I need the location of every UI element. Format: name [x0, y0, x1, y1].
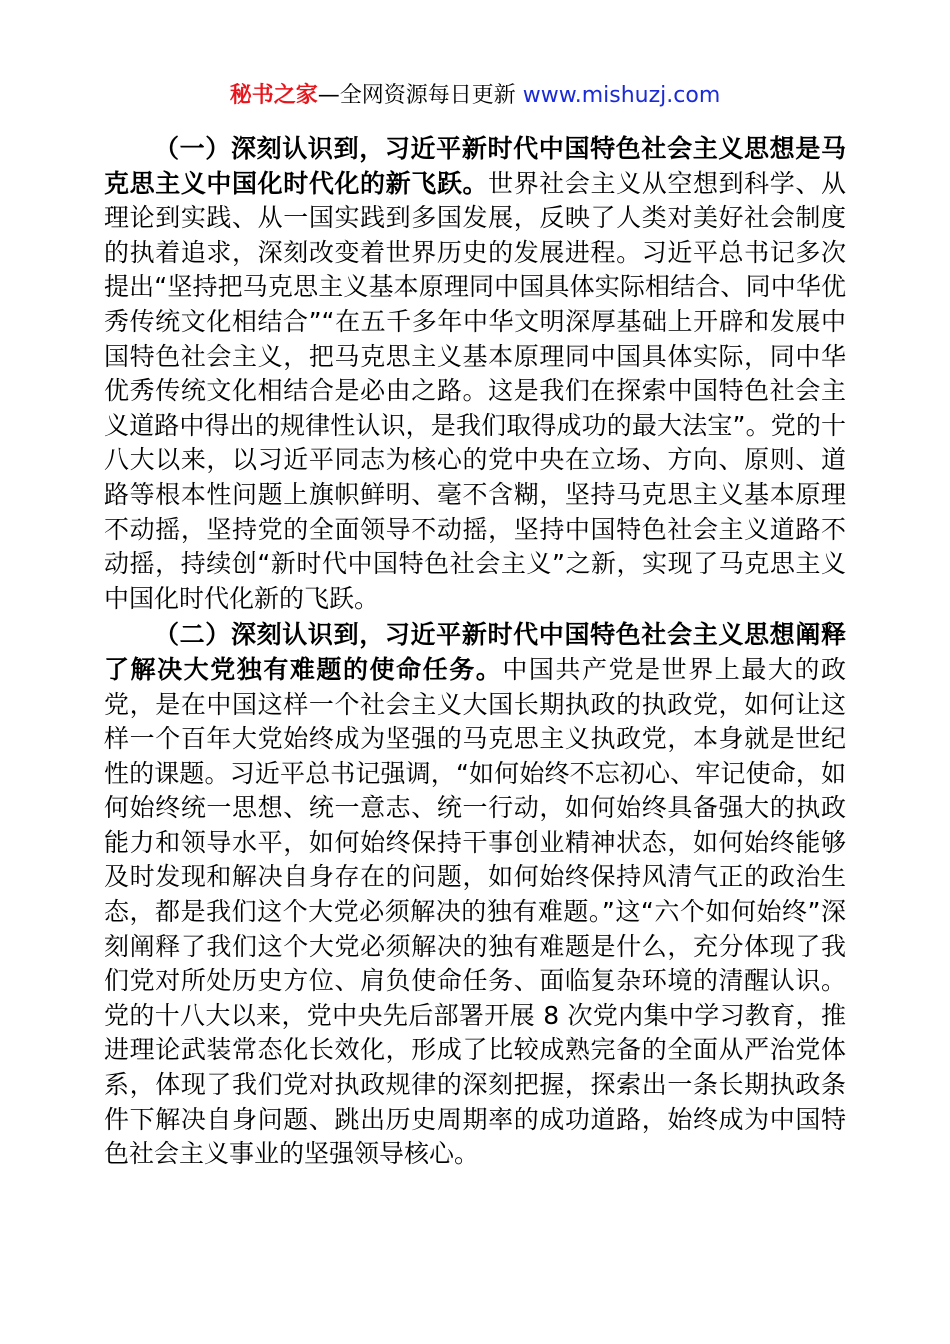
paragraph-1-text: 世界社会主义从空想到科学、从理论到实践、从一国实践到多国发展，反映了人类对美好社会制度的执着追求，深刻改变着世界历史的发展进程。习近平总书记多次提出“坚持把马克思主义基本原理同中国具体实际相结合、同中华优秀传统文化相结合”“在五千多年中华文明深厚基础上开辟和发展中国特色社会主义，把马克思主义基本原理同中国具体实际，同中华优秀传统文化相结合是必由之路。这是我们在探索中国特色社会主义道路中得出的规律性认识，是我们取得成功的最大法宝”。党的十八大以来，以习近平同志为核心的党中央在立场、方向、原则、道路等根本性问题上旗帜鲜明、毫不含糊，坚持马克思主义基本原理不动摇，坚持党的全面领导不动摇，坚持中国特色社会主义道路不动摇，持续创“新时代中国特色社会主义”之新，实现了马克思主义中国化时代化新的飞跃。	[104, 168, 846, 613]
paragraph-1-heading: （一）深刻认识到，习近平新时代中国特色社会主义思想是马克思主义中国化时代化的新飞跃。	[104, 134, 846, 198]
paragraph-1	[104, 132, 846, 616]
paragraph-2	[104, 618, 846, 1172]
header-tagline: —全网资源每日更新	[317, 83, 523, 108]
header-site-link[interactable]: www.mishuzj.com	[522, 83, 721, 108]
page-header	[0, 80, 950, 112]
document-body	[104, 132, 846, 1174]
paragraph-2-heading: （二）深刻认识到，习近平新时代中国特色社会主义思想阐释了解决大党独有难题的使命任务。	[104, 620, 846, 684]
header-brand: 秘书之家	[229, 83, 318, 108]
paragraph-2-text: 中国共产党是世界上最大的政党，是在中国这样一个社会主义大国长期执政的执政党，如何让这样一个百年大党始终成为坚强的马克思主义执政党，本身就是世纪性的课题。习近平总书记强调，“如何始终不忘初心、牢记使命，如何始终统一思想、统一意志、统一行动，如何始终具备强大的执政能力和领导水平，如何始终保持干事创业精神状态，如何始终能够及时发现和解决自身存在的问题，如何始终保持风清气正的政治生态，都是我们这个大党必须解决的独有难题。”这“六个如何始终”深刻阐释了我们这个大党必须解决的独有难题是什么，充分体现了我们党对所处历史方位、肩负使命任务、面临复杂环境的清醒认识。党的十八大以来，党中央先后部署开展 8 次党内集中学习教育，推进理论武装常态化长效化，形成了比较成熟完备的全面从严治党体系，体现了我们党对执政规律的深刻把握，探索出一条长期执政条件下解决自身问题、跳出历史周期率的成功道路，始终成为中国特色社会主义事业的坚强领导核心。	[104, 654, 846, 1169]
